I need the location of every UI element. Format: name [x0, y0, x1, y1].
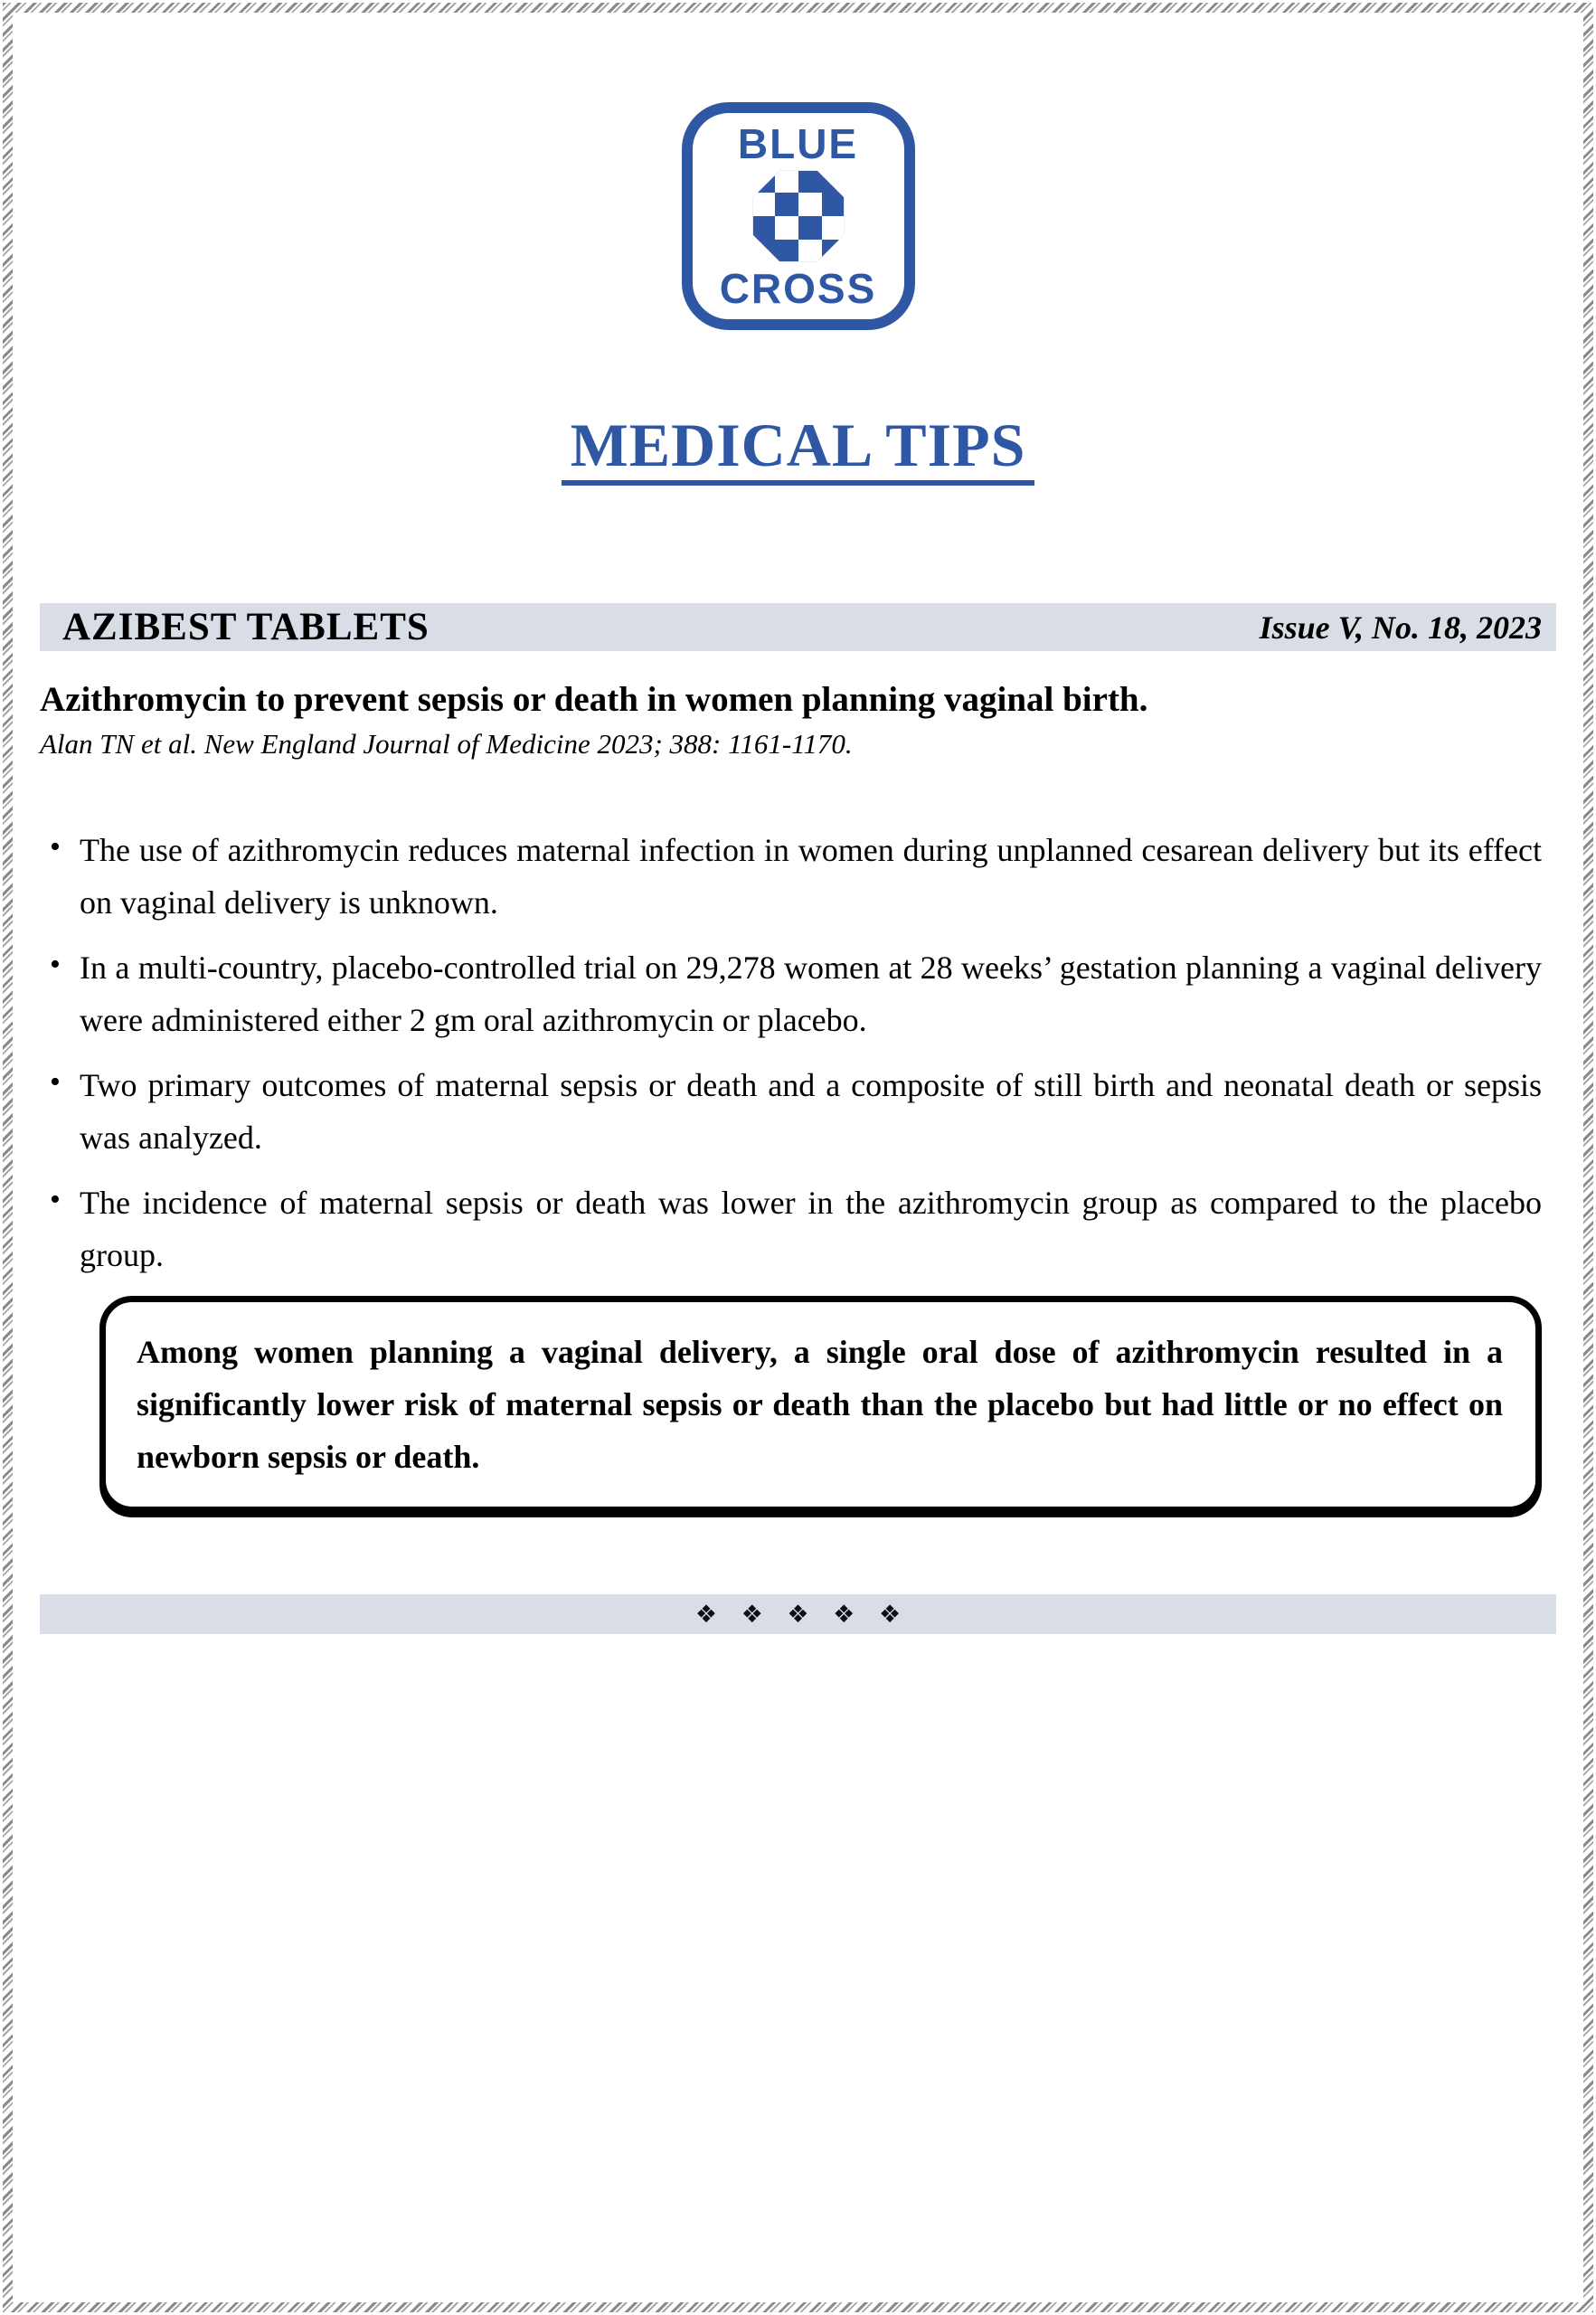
summary-box — [99, 1296, 1542, 1513]
bullet-text: The use of azithromycin reduces maternal infection in women during unplanned cesarean delivery but its effect on vaginal delivery is unknown. — [80, 832, 1542, 921]
logo-word-cross: CROSS — [719, 265, 877, 312]
article — [40, 680, 1556, 1513]
article-citation: Alan TN et al. New England Journal of Medicine 2023; 388: 1161-1170. — [40, 728, 853, 761]
bullet-icon: • — [50, 830, 61, 865]
list-item — [40, 824, 1556, 929]
bullet-text: The incidence of maternal sepsis or death was lower in the azithromycin group as compared to the placebo group. — [80, 1185, 1542, 1274]
diamond-ornament-icon: ❖ ❖ ❖ ❖ ❖ — [694, 1600, 910, 1629]
issue-band — [40, 603, 1556, 651]
issue-info: Issue V, No. 18, 2023 — [1259, 609, 1542, 646]
bullet-icon: • — [50, 1065, 61, 1100]
bullet-icon: • — [50, 1183, 61, 1217]
article-title: Azithromycin to prevent sepsis or death in women planning vaginal birth. — [40, 680, 1148, 720]
product-name: AZIBEST TABLETS — [62, 606, 430, 649]
page-body — [13, 13, 1583, 2302]
bullet-text: Two primary outcomes of maternal sepsis or death and a composite of still birth and neonatal death or sepsis was analyzed. — [80, 1067, 1542, 1157]
bluecross-cross-icon — [751, 169, 845, 263]
key-points-list — [40, 824, 1556, 1281]
bullet-icon: • — [50, 948, 61, 982]
masthead-title: MEDICAL TIPS — [562, 413, 1035, 486]
list-item — [40, 941, 1556, 1046]
summary-text: Among women planning a vaginal delivery, a single oral dose of azithromycin resulted in a significantly lower risk of maternal sepsis or death than the placebo but had little or no effect on newborn sepsis or death. — [137, 1334, 1503, 1476]
list-item — [40, 1059, 1556, 1164]
masthead — [40, 372, 1556, 526]
bluecross-logo — [682, 102, 915, 330]
list-item — [40, 1176, 1556, 1281]
page-content — [13, 102, 1583, 2315]
footer-ornament-band — [40, 1594, 1556, 1634]
logo-word-blue: BLUE — [737, 120, 859, 167]
bullet-text: In a multi-country, placebo-controlled trial on 29,278 women at 28 weeks’ gestation planning a vaginal delivery were administered either 2 gm oral azithromycin or placebo. — [80, 950, 1542, 1039]
